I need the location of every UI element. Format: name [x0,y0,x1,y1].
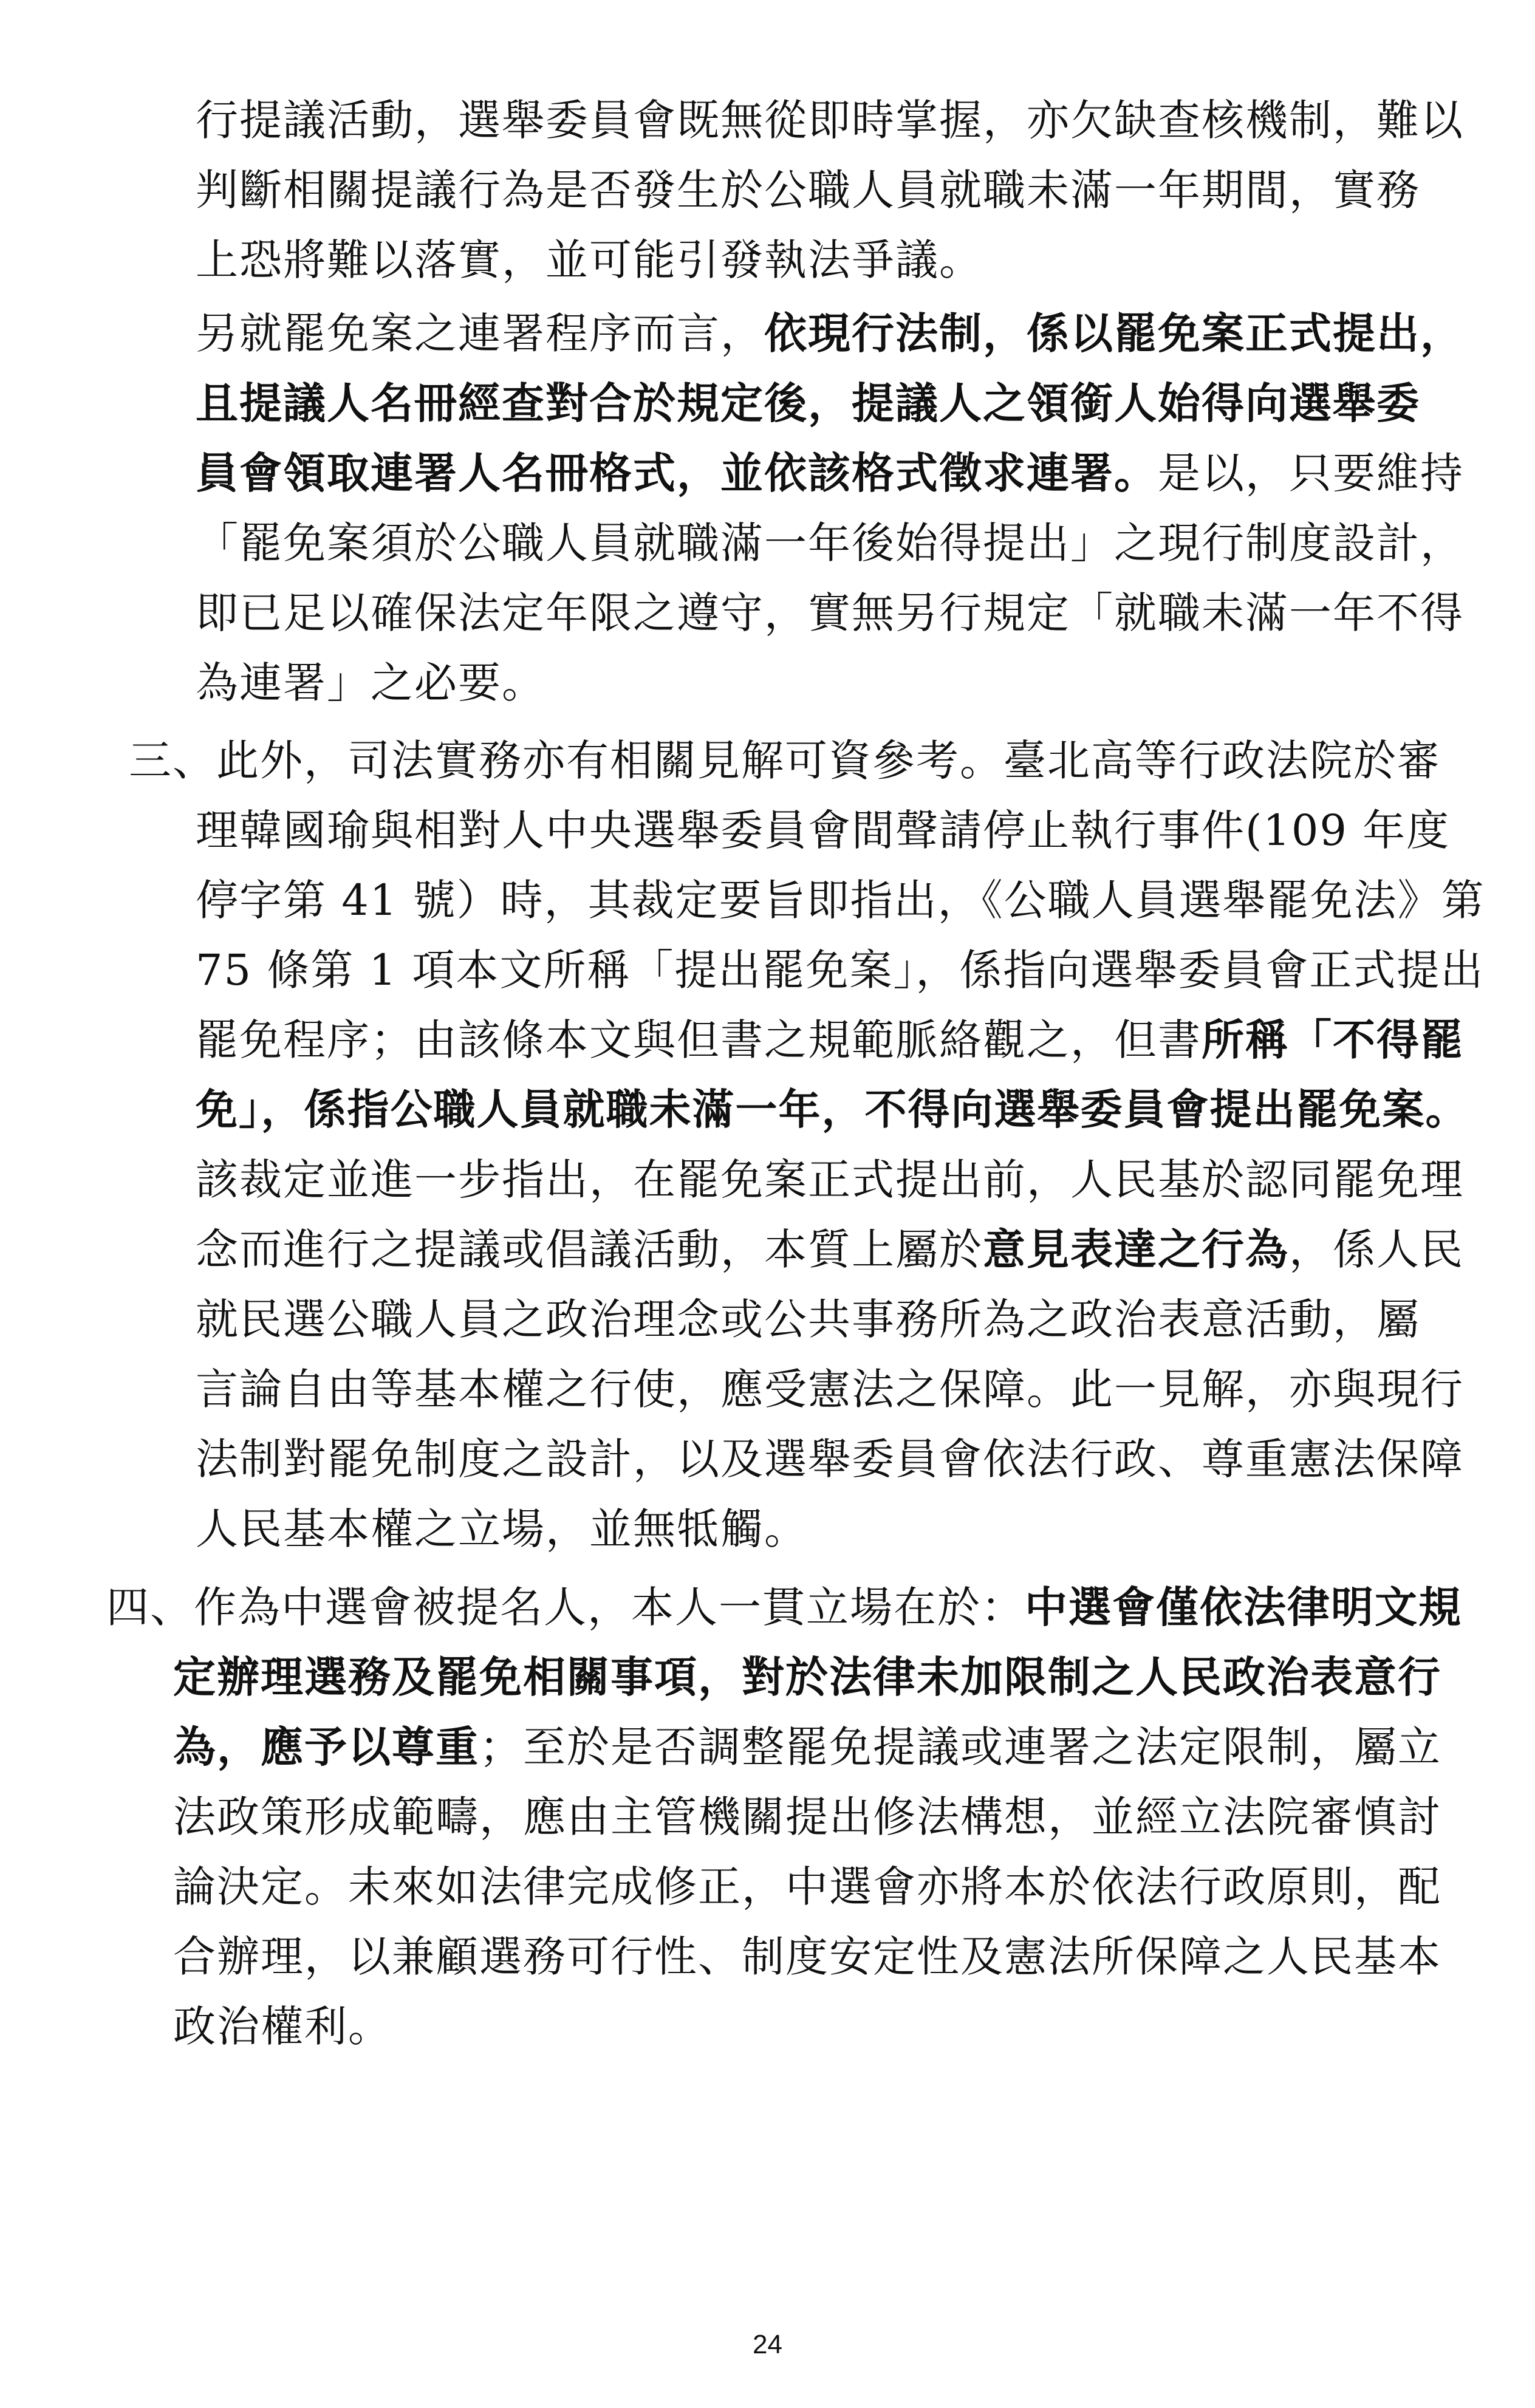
text-line-19 [196,1355,1464,1423]
text-line-17 [196,1216,1464,1284]
text-line-10 [129,727,1441,795]
text-line-22 [106,1573,1462,1641]
text-segment: 上恐將難以落實，並可能引發執法爭議。 [196,235,983,285]
bold-text-segment: 意見表達之行為 [983,1224,1289,1274]
text-segment: 法政策形成範疇，應由主管機關提出修法構想，並經立法院審慎討 [173,1792,1441,1842]
text-segment: 合辦理，以兼顧選務可行性、制度安定性及憲法所保障之人民基本 [173,1932,1441,1982]
text-segment: 言論自由等基本權之行使，應受憲法之保障。此一見解，亦與現行 [196,1364,1464,1414]
bold-text-segment: 所稱「不得罷 [1202,1014,1464,1065]
text-line-18 [196,1285,1420,1353]
text-segment: 是以，只要維持 [1158,448,1464,498]
text-line-15 [196,1076,1469,1144]
text-line-9 [196,649,545,717]
text-line-14 [196,1006,1464,1074]
bold-text-segment: 依現行法制，係以罷免案正式提出， [764,308,1464,358]
text-line-24 [173,1713,1441,1781]
text-line-5 [196,369,1420,437]
text-segment: 行提議活動，選舉委員會既無從即時掌握，亦欠缺查核機制，難以 [196,95,1464,145]
text-line-21 [196,1495,808,1563]
bold-text-segment: 定辦理選務及罷免相關事項，對於法律未加限制之人民政治表意行 [173,1652,1441,1702]
text-segment: 為連署」之必要。 [196,658,545,708]
text-line-20 [196,1425,1464,1493]
text-segment: 罷免程序；由該條本文與但書之規範脈絡觀之，但書 [196,1015,1202,1065]
text-line-4 [196,299,1464,368]
bold-text-segment: 為，應予以尊重 [173,1722,479,1772]
text-segment: 75 條第 1 項本文所稱「提出罷免案」，係指向選舉委員會正式提出 [196,945,1485,995]
text-line-25 [173,1783,1441,1851]
text-segment: 政治權利。 [173,2002,392,2051]
text-segment: 人民基本權之立場，並無牴觸。 [196,1504,808,1554]
text-line-1 [196,86,1464,154]
text-segment: 三、此外，司法實務亦有相關見解可資參考。臺北高等行政法院於審 [129,736,1441,785]
bold-text-segment: 中選會僅依法律明文規 [1025,1582,1462,1632]
text-segment: 四、作為中選會被提名人，本人一貫立場在於： [106,1582,1025,1632]
text-segment: 該裁定並進一步指出，在罷免案正式提出前，人民基於認同罷免理 [196,1155,1464,1205]
bold-text-segment: 免」，係指公職人員就職未滿一年，不得向選舉委員會提出罷免案。 [196,1085,1469,1134]
text-line-7 [196,509,1464,577]
text-segment: ，係人民 [1289,1225,1464,1274]
page-number: 24 [753,2330,782,2359]
text-line-3 [196,226,983,294]
text-segment: 法制對罷免制度之設計，以及選舉委員會依法行政、尊重憲法保障 [196,1434,1464,1484]
text-segment: 另就罷免案之連署程序而言， [196,309,764,358]
text-line-6 [196,439,1464,507]
text-segment: 「罷免案須於公職人員就職滿一年後始得提出」之現行制度設計， [196,518,1464,568]
text-segment: 念而進行之提議或倡議活動，本質上屬於 [196,1225,983,1274]
text-segment: 停字第 41 號）時，其裁定要旨即指出，《公職人員選舉罷免法》第 [196,875,1485,925]
text-segment: 即已足以確保法定年限之遵守，實無另行規定「就職未滿一年不得 [196,588,1464,638]
text-line-23 [173,1643,1441,1711]
text-segment: 論決定。未來如法律完成修正，中選會亦將本於依法行政原則，配 [173,1862,1441,1912]
text-segment: 理韓國瑜與相對人中央選舉委員會間聲請停止執行事件(109 年度 [196,806,1451,855]
text-line-16 [196,1146,1464,1214]
text-line-2 [196,156,1420,224]
text-segment: ；至於是否調整罷免提議或連署之法定限制，屬立 [479,1722,1441,1772]
text-line-28 [173,1992,392,2061]
text-line-27 [173,1923,1441,1991]
text-segment: 判斷相關提議行為是否發生於公職人員就職未滿一年期間，實務 [196,165,1420,215]
text-line-11 [196,796,1450,864]
text-line-12 [196,866,1485,934]
bold-text-segment: 員會領取連署人名冊格式，並依該格式徵求連署。 [196,448,1158,498]
text-segment: 就民選公職人員之政治理念或公共事務所為之政治表意活動，屬 [196,1295,1420,1344]
text-line-26 [173,1853,1441,1921]
bold-text-segment: 且提議人名冊經查對合於規定後，提議人之領銜人始得向選舉委 [196,378,1420,428]
text-line-13 [196,936,1484,1004]
text-line-8 [196,579,1464,647]
